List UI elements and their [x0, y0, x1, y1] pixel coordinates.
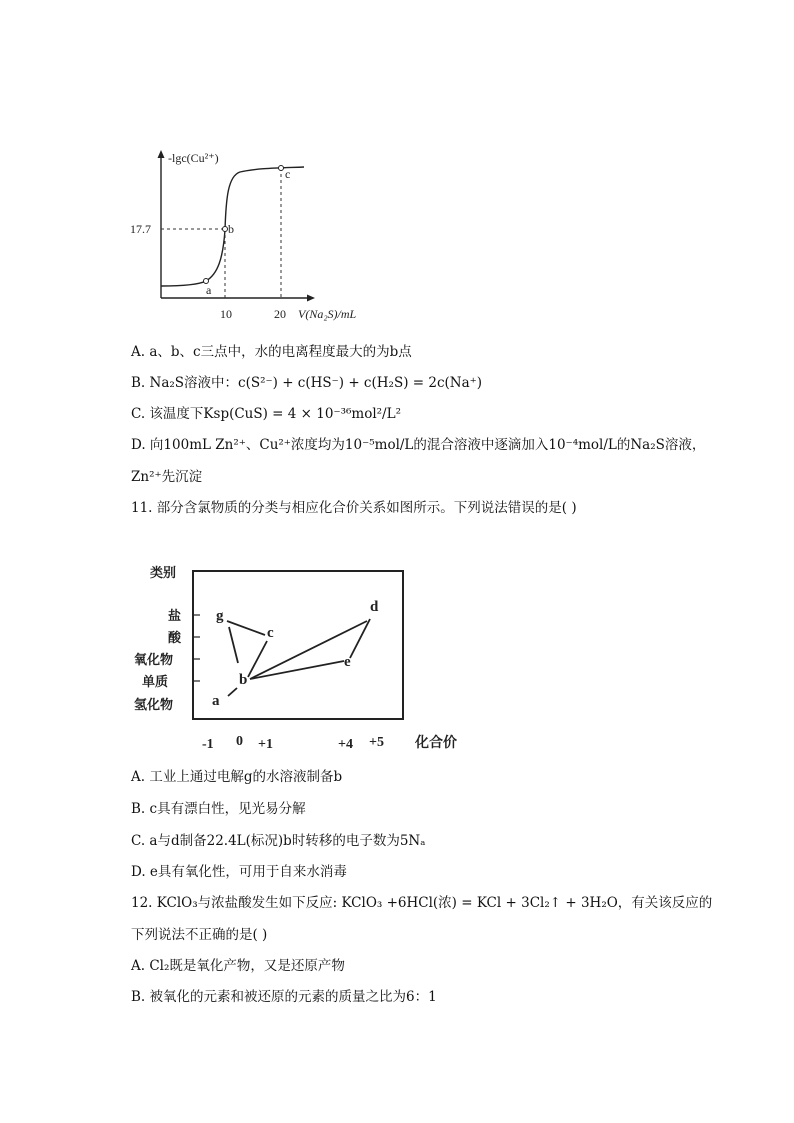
- y-category-hydride: 氢化物: [134, 698, 174, 713]
- y-category-salt: 盐: [168, 609, 182, 624]
- q10-option-d-line1: D. 向100mL Zn²⁺、Cu²⁺浓度均为10⁻⁵mol/L的混合溶液中逐滴加入10⁻⁴mol/L的Na₂S溶液，: [131, 437, 706, 453]
- label-a: a: [206, 283, 212, 297]
- label-b: b: [239, 672, 248, 688]
- label-e: e: [344, 654, 351, 670]
- y-tick-17-7: 17.7: [130, 222, 151, 236]
- label-d: d: [370, 599, 379, 615]
- y-axis-label: -lgc(Cu²⁺): [168, 151, 219, 165]
- label-b: b: [228, 222, 234, 236]
- q10-option-a: A. a、b、c三点中，水的电离程度最大的为b点: [131, 344, 412, 360]
- q12-stem-line1: 12. KClO₃与浓盐酸发生如下反应: KClO₃ +6HCl(浓) = KCl + 3Cl₂↑ + 3H₂O，有关该反应的: [131, 895, 713, 911]
- titration-figure: [128, 148, 368, 326]
- point-b: [223, 227, 228, 232]
- chart-frame: [193, 571, 403, 719]
- line-b-e: [250, 661, 344, 679]
- x-tick-pos5: +5: [369, 735, 384, 750]
- label-c: c: [267, 625, 274, 641]
- x-tick-pos1: +1: [258, 737, 273, 752]
- x-tick-20: 20: [274, 307, 286, 321]
- q12-option-b: B. 被氧化的元素和被还原的元素的质量之比为6：1: [131, 989, 437, 1005]
- x-axis-label: V(Na₂S)/mL: [298, 307, 357, 321]
- q10-option-c: C. 该温度下Ksp(CuS) = 4 × 10⁻³⁶mol²/L²: [131, 406, 401, 422]
- label-g: g: [216, 608, 224, 624]
- label-a: a: [212, 693, 220, 709]
- y-title: 类别: [150, 566, 177, 581]
- label-c: c: [285, 167, 291, 181]
- x-tick-neg1: -1: [202, 737, 214, 752]
- point-c: [279, 166, 284, 171]
- q11-option-a: A. 工业上通过电解g的水溶液制备b: [131, 769, 343, 785]
- x-tick-pos4: +4: [338, 737, 353, 752]
- q11-stem: 11. 部分含氯物质的分类与相应化合价关系如图所示。下列说法错误的是( ): [131, 500, 577, 516]
- y-category-acid: 酸: [168, 631, 182, 646]
- x-tick-0: 0: [236, 734, 243, 749]
- y-axis-arrow: [158, 150, 165, 158]
- q11-option-d: D. e具有氧化性，可用于自来水消毒: [131, 864, 347, 880]
- y-category-oxide: 氧化物: [134, 653, 174, 668]
- q10-option-b: B. Na₂S溶液中：c(S²⁻) + c(HS⁻) + c(H₂S) = 2c(Na⁺): [131, 375, 483, 391]
- x-title: 化合价: [415, 735, 457, 751]
- q11-option-c: C. a与d制备22.4L(标况)b时转移的电子数为5Nₐ: [131, 833, 426, 849]
- line-g-b: [229, 627, 238, 663]
- x-axis-arrow: [307, 295, 315, 302]
- q12-stem-line2: 下列说法不正确的是( ): [131, 927, 268, 943]
- line-a-b: [228, 688, 237, 696]
- q10-option-d-line2: Zn²⁺先沉淀: [131, 469, 203, 485]
- y-category-element: 单质: [142, 675, 169, 690]
- line-g-c: [227, 621, 265, 635]
- x-tick-10: 10: [220, 307, 232, 321]
- q11-option-b: B. c具有漂白性，见光易分解: [131, 801, 306, 817]
- q12-option-a: A. Cl₂既是氧化产物，又是还原产物: [131, 958, 345, 974]
- chlorine-valence-figure: [130, 565, 475, 757]
